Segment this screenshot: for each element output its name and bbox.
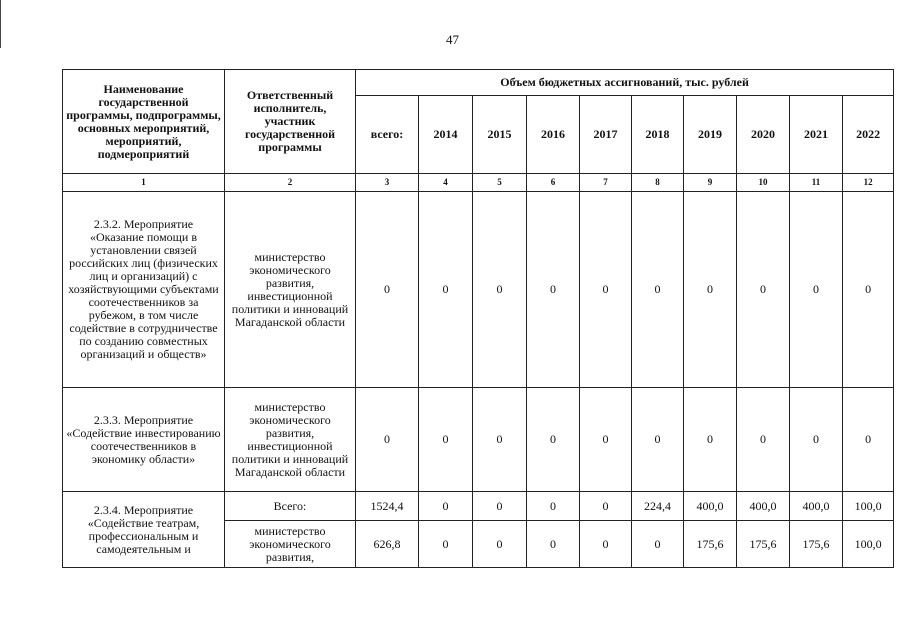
header-year: 2017: [580, 96, 632, 174]
value-cell: 100,0: [843, 492, 894, 521]
column-number: 9: [684, 174, 737, 192]
value-cell: 175,6: [737, 521, 790, 568]
value-cell: 0: [527, 492, 580, 521]
value-cell: 0: [473, 521, 527, 568]
column-number: 7: [580, 174, 632, 192]
value-cell: 0: [684, 388, 737, 492]
header-year: 2014: [419, 96, 473, 174]
header-row-1: [63, 70, 894, 96]
value-cell: 0: [527, 388, 580, 492]
header-year: 2019: [684, 96, 737, 174]
measure-name: 2.3.2. Мероприятие «Оказание помощи в установлении связей российских лиц (физических лиц и организаций) с хозяйствующими субъектами соотечественников за рубежом, в том числе содействие в сотрудничестве по созданию совместных организаций и обществ»: [63, 192, 225, 388]
value-cell: 400,0: [684, 492, 737, 521]
value-cell: 0: [580, 192, 632, 388]
column-number: 2: [225, 174, 356, 192]
column-number: 1: [63, 174, 225, 192]
header-year: 2022: [843, 96, 894, 174]
value-total: 0: [356, 192, 419, 388]
header-year: 2016: [527, 96, 580, 174]
header-budget: Объем бюджетных ассигнований, тыс. рублей: [356, 70, 894, 96]
header-total: всего:: [356, 96, 419, 174]
executor-name: министерство экономического развития,: [225, 521, 356, 568]
header-year: 2021: [790, 96, 843, 174]
value-cell: 0: [419, 192, 473, 388]
value-total: 626,8: [356, 521, 419, 568]
value-cell: 0: [843, 388, 894, 492]
value-cell: 0: [580, 388, 632, 492]
value-cell: 0: [527, 521, 580, 568]
value-cell: 400,0: [790, 492, 843, 521]
value-total: 0: [356, 388, 419, 492]
column-number: 8: [632, 174, 684, 192]
executor-name: Всего:: [225, 492, 356, 521]
page-number: 47: [446, 32, 459, 47]
value-cell: 0: [419, 492, 473, 521]
header-year: 2020: [737, 96, 790, 174]
column-number: 3: [356, 174, 419, 192]
value-cell: 175,6: [790, 521, 843, 568]
column-number: 5: [473, 174, 527, 192]
measure-name: 2.3.3. Мероприятие «Содействие инвестированию соотечественников в экономику области»: [63, 388, 225, 492]
value-cell: 224,4: [632, 492, 684, 521]
executor-name: министерство экономического развития, инвестиционной политики и инноваций Магаданской области: [225, 192, 356, 388]
column-number: 4: [419, 174, 473, 192]
table-row-2-3-3: [63, 388, 894, 492]
value-cell: 0: [527, 192, 580, 388]
value-cell: 0: [580, 492, 632, 521]
value-cell: 400,0: [737, 492, 790, 521]
value-cell: 175,6: [684, 521, 737, 568]
header-year: 2015: [473, 96, 527, 174]
value-cell: 0: [473, 388, 527, 492]
value-cell: 0: [580, 521, 632, 568]
table-row-2-3-2: [63, 192, 894, 388]
value-cell: 0: [737, 192, 790, 388]
value-total: 1524,4: [356, 492, 419, 521]
value-cell: 100,0: [843, 521, 894, 568]
value-cell: 0: [419, 521, 473, 568]
value-cell: 0: [737, 388, 790, 492]
value-cell: 0: [684, 192, 737, 388]
value-cell: 0: [790, 192, 843, 388]
header-program-name: Наименование государственной программы, подпрограммы, основных мероприятий, мероприятий, подмероприятий: [63, 70, 225, 174]
value-cell: 0: [473, 192, 527, 388]
column-number: 10: [737, 174, 790, 192]
value-cell: 0: [473, 492, 527, 521]
value-cell: 0: [419, 388, 473, 492]
executor-name: министерство экономического развития, инвестиционной политики и инноваций Магаданской области: [225, 388, 356, 492]
value-cell: 0: [632, 521, 684, 568]
column-number: 11: [790, 174, 843, 192]
value-cell: 0: [843, 192, 894, 388]
value-cell: 0: [632, 388, 684, 492]
header-year: 2018: [632, 96, 684, 174]
measure-name: 2.3.4. Мероприятие «Содействие театрам, профессиональным и самодеятельным и: [63, 492, 225, 568]
budget-table: [62, 69, 894, 568]
column-number: 6: [527, 174, 580, 192]
value-cell: 0: [790, 388, 843, 492]
header-executor: Ответственный исполнитель, участник государственной программы: [225, 70, 356, 174]
column-number-row: [63, 174, 894, 192]
value-cell: 0: [632, 192, 684, 388]
column-number: 12: [843, 174, 894, 192]
table-row-2-3-4-total: [63, 492, 894, 521]
